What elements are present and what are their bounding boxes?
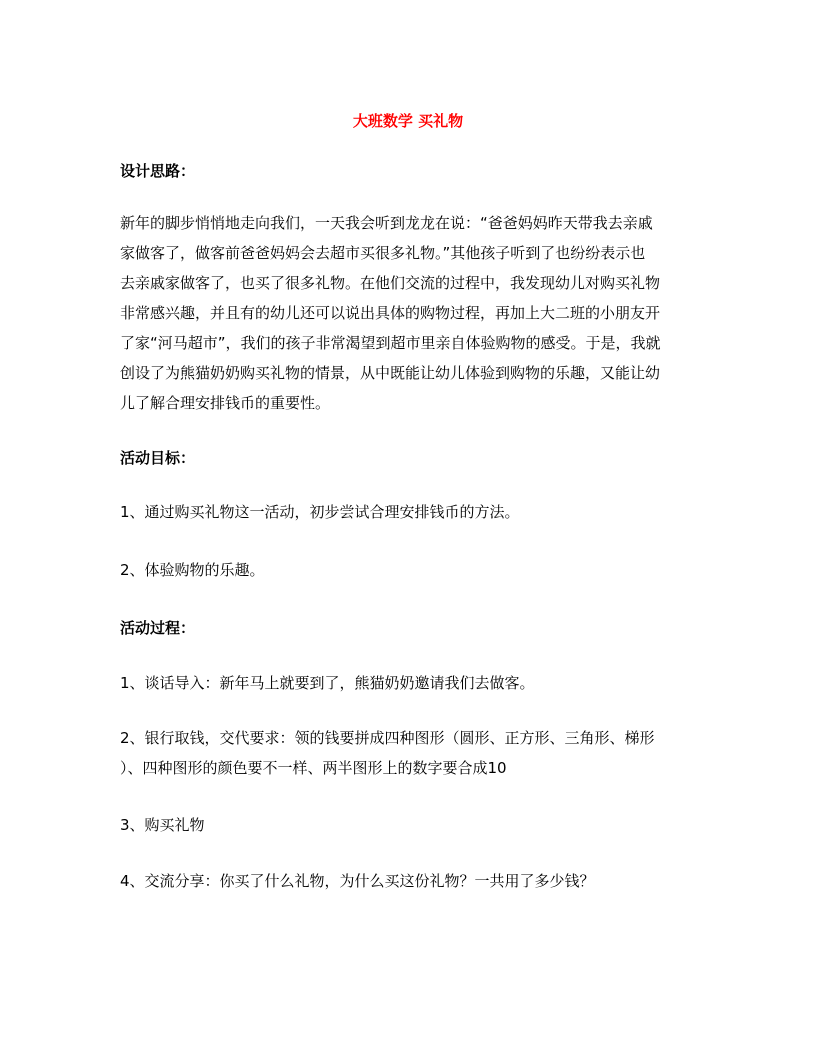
- process-item-4: 4、交流分享：你买了什么礼物，为什么买这份礼物？一共用了多少钱？: [120, 872, 595, 890]
- goal-item-1: 1、通过购买礼物这一活动，初步尝试合理安排钱币的方法。: [120, 503, 520, 521]
- design-heading: 设计思路：: [120, 162, 196, 180]
- paragraph-line: 儿了解合理安排钱币的重要性。: [120, 394, 331, 412]
- design-paragraph: [120, 208, 696, 418]
- paragraph-line: 去亲戚家做客了，也买了很多礼物。在他们交流的过程中，我发现幼儿对购买礼物: [120, 274, 661, 292]
- document-title: 大班数学 买礼物: [352, 112, 464, 130]
- goals-heading: 活动目标：: [120, 449, 196, 467]
- process-item-2-line: ）、四种图形的颜色要不一样、两半图形上的数字要合成10: [120, 759, 507, 777]
- process-item-2-line: 2、银行取钱，交代要求：领的钱要拼成四种图形（圆形、正方形、三角形、梯形: [120, 729, 655, 747]
- goal-item-2: 2、体验购物的乐趣。: [120, 561, 265, 579]
- process-heading: 活动过程：: [120, 619, 196, 637]
- paragraph-line: 新年的脚步悄悄地走向我们，一天我会听到龙龙在说：“爸爸妈妈昨天带我去亲戚: [120, 214, 653, 232]
- process-item-3: 3、购买礼物: [120, 816, 205, 834]
- paragraph-line: 了家“河马超市”，我们的孩子非常渴望到超市里亲自体验购物的感受。于是，我就: [120, 334, 661, 352]
- process-item-2: [120, 723, 700, 783]
- paragraph-line: 家做客了，做客前爸爸妈妈会去超市买很多礼物。”其他孩子听到了也纷纷表示也: [120, 244, 646, 262]
- process-item-1: 1、谈话导入：新年马上就要到了，熊猫奶奶邀请我们去做客。: [120, 674, 535, 692]
- paragraph-line: 创设了为熊猫奶奶购买礼物的情景，从中既能让幼儿体验到购物的乐趣，又能让幼: [120, 364, 661, 382]
- paragraph-line: 非常感兴趣，并且有的幼儿还可以说出具体的购物过程，再加上大二班的小朋友开: [120, 304, 661, 322]
